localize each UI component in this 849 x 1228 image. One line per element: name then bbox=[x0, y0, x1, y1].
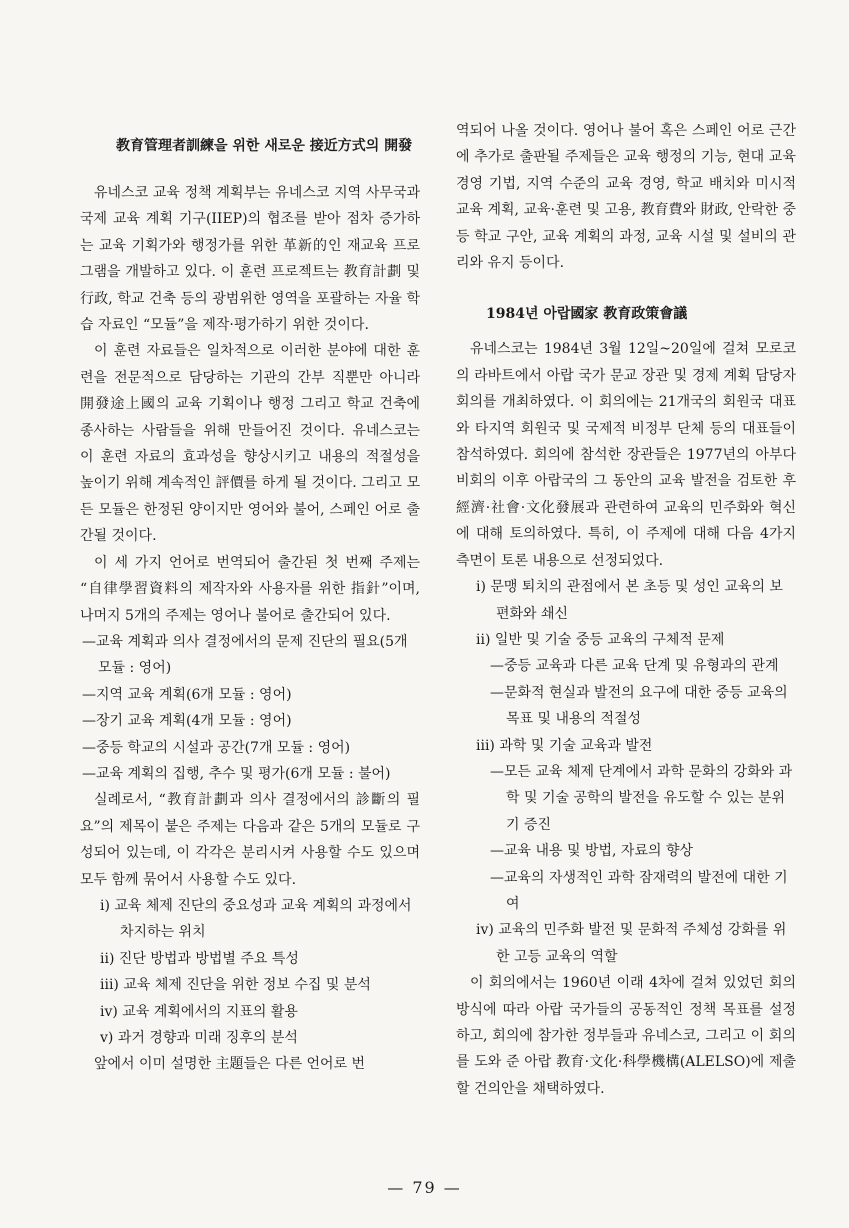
list-item: —중등 교육과 다른 교육 단계 및 유형과의 관계 bbox=[490, 658, 779, 675]
list-item: iv) 교육의 민주화 발전 및 문화적 주체성 강화를 위한 고등 교육의 역할 bbox=[476, 922, 787, 965]
list-item: —교육 계획의 집행, 추수 및 평가(6개 모듈 : 불어) bbox=[82, 765, 391, 782]
paragraph: 이 회의에서는 1960년 이래 4차에 걸쳐 있었던 회의 방식에 따라 아랍 국가들의 공동적인 정책 목표를 설정하고, 회의에 참가한 정부들과 유네스코, 그리고 이 회의를 도와 준 아랍 教育·文化·科學機構(ALELSO)에 제출할 건의안을 채택하였다. bbox=[456, 975, 796, 1097]
list-item: —중등 학교의 시설과 공간(7개 모듈 : 영어) bbox=[82, 739, 351, 756]
list-item: —모든 교육 체제 단계에서 과학 문화의 강화와 과학 및 기술 공학의 발전을 유도할 수 있는 분위기 증진 bbox=[490, 763, 793, 833]
paragraph: 역되어 나올 것이다. 영어나 불어 혹은 스페인 어로 근간에 추가로 출판될 주제들은 교육 행정의 기능, 현대 교육 경영 기법, 지역 수준의 교육 경영, 학교 배치와 미시적 교육 계획, 교육·훈련 및 고용, 教育費와 財政, 안락한 중등 학교 구안, 교육 계획의 과정, 교육 시설 및 설비의 관리와 유지 등이다. bbox=[456, 123, 796, 272]
list-item: —교육 계획과 의사 결정에서의 문제 진단의 필요(5개 모듈 : 영어) bbox=[82, 633, 408, 677]
conference-topic-list bbox=[456, 574, 796, 970]
section-heading-arab-conference: 1984년 아랍國家 教育政策會議 bbox=[486, 306, 688, 323]
list-item: —교육 내용 및 방법, 자료의 향상 bbox=[490, 843, 693, 860]
paragraph: 유네스코 교육 정책 계획부는 유네스코 지역 사무국과 국제 교육 계획 기구(IIEP)의 협조를 받아 점차 증가하는 교육 기획가와 행정가를 위한 革新的인 재교육 프로그램을 개발하고 있다. 이 훈련 프로젝트는 教育計劃 및 行政, 학교 건축 등의 광범위한 영역을 포괄하는 자율 학습 자료인 “모듈”을 제작·평가하기 위한 것이다. bbox=[80, 185, 420, 334]
paragraph: 유네스코는 1984년 3월 12일~20일에 걸쳐 모로코의 라바트에서 아랍 국가 문교 장관 및 경제 계획 담당자 회의를 개최하였다. 이 회의에는 21개국의 회원국 대표와 타지역 회원국 및 국제적 비정부 단체 등의 대표들이 참석하였다. 회의에 참석한 장관들은 1977년의 아부다비회의 이후 아랍국의 그 동안의 교육 발전을 검토한 후 經濟·社會·文化發展과 관련하여 교육의 민주화와 혁신에 대해 토의하였다. 특히, 이 주제에 대해 다음 4가지 측면이 토론 내용으로 선정되었다. bbox=[456, 341, 796, 569]
page-number: — 79 — bbox=[387, 1178, 462, 1197]
list-item: ii) 진단 방법과 방법별 주요 특성 bbox=[100, 950, 299, 967]
paragraph: 앞에서 이미 설명한 主題들은 다른 언어로 번 bbox=[94, 1056, 366, 1073]
paragraph: 이 훈련 자료들은 일차적으로 이러한 분야에 대한 훈련을 전문적으로 담당하는 기관의 간부 직뿐만 아니라 開發途上國의 교육 기획이나 행정 그리고 학교 건축에 종사하는 사람들을 위해 만들어진 것이다. 유네스코는 이 훈련 자료의 효과성을 향상시키고 내용의 적절성을 높이기 위해 계속적인 評價를 하게 될 것이다. 그리고 모든 모듈은 한정된 양이지만 영어와 불어, 스페인 어로 출간될 것이다. bbox=[80, 343, 420, 545]
list-item: iii) 과학 및 기술 교육과 발전 bbox=[476, 737, 653, 754]
list-item: —문화적 현실과 발전의 요구에 대한 중등 교육의 목표 및 내용의 적절성 bbox=[490, 684, 788, 728]
module-list bbox=[80, 629, 420, 787]
list-item: —장기 교육 계획(4개 모듈 : 영어) bbox=[82, 713, 292, 730]
list-item: iv) 교육 계획에서의 지표의 활용 bbox=[100, 1003, 298, 1020]
list-item: v) 과거 경향과 미래 징후의 분석 bbox=[100, 1030, 298, 1046]
right-column bbox=[456, 118, 796, 1102]
paragraph: 이 세 가지 언어로 번역되어 출간된 첫 번째 주제는 “自律學習資料의 제작자와 사용자를 위한 指針”이며, 나머지 5개의 주제는 영어나 불어로 출간되어 있다. bbox=[80, 554, 420, 624]
module-roman-list bbox=[80, 893, 420, 1051]
list-item: —교육의 자생적인 과학 잠재력의 발전에 대한 기여 bbox=[490, 869, 788, 912]
paragraph: 실례로서, “教育計劃과 의사 결정에서의 診斷의 필요”의 제목이 붙은 주제는 다음과 같은 5개의 모듈로 구성되어 있는데, 이 각각은 분리시켜 사용할 수도 있으며 모두 함께 묶어서 사용할 수도 있다. bbox=[80, 792, 420, 888]
list-item: ii) 일반 및 기술 중등 교육의 구체적 문제 bbox=[476, 631, 725, 648]
list-item: i) 문맹 퇴치의 관점에서 본 초등 및 성인 교육의 보편화와 쇄신 bbox=[476, 579, 783, 622]
list-item: iii) 교육 체제 진단을 위한 정보 수집 및 분석 bbox=[100, 977, 371, 994]
list-item: —지역 교육 계획(6개 모듈 : 영어) bbox=[82, 686, 292, 703]
list-item: i) 교육 체제 진단의 중요성과 교육 계획의 과정에서 차지하는 위치 bbox=[100, 897, 412, 941]
left-column bbox=[80, 118, 420, 1078]
section-heading-training: 教育管理者訓練을 위한 새로운 接近方式의 開發 bbox=[116, 138, 413, 154]
